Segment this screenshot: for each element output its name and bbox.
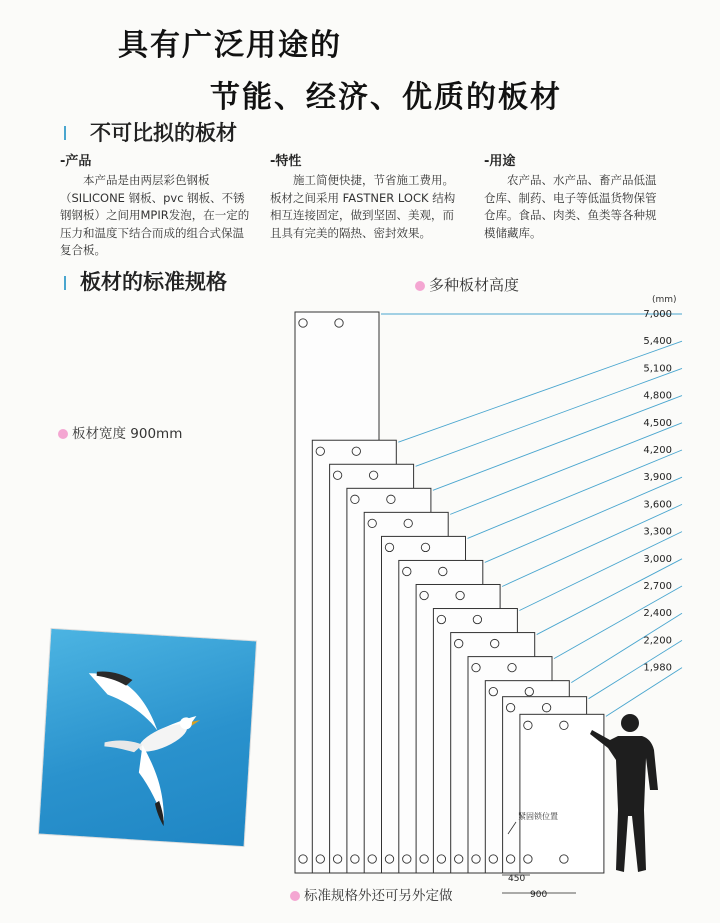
section-title-incomparable: 不可比拟的板材 <box>90 120 237 145</box>
height-label: 4,800 <box>643 390 672 402</box>
column-product <box>60 150 250 260</box>
height-label: 5,400 <box>643 336 672 348</box>
height-leader-line <box>398 341 682 442</box>
footer-note-text: 标准规格外还可另外定做 <box>304 888 453 904</box>
column-heading: -特性 <box>270 154 302 169</box>
column-text: 农产品、水产品、畜产品低温仓库、制药、电子等低温货物保管仓库。食品、肉类、鱼类等各种规模储藏库。 <box>484 173 657 240</box>
section-marker <box>64 126 66 140</box>
height-leader-line <box>537 559 682 635</box>
height-leader-line <box>554 586 682 659</box>
heights-title-text: 多种板材高度 <box>429 276 520 294</box>
panel-diagram <box>280 290 720 900</box>
height-label: 4,500 <box>643 417 672 429</box>
column-heading: -产品 <box>60 154 92 169</box>
column-heading: -用途 <box>484 154 516 169</box>
panel-outline <box>520 714 604 873</box>
height-leader-line <box>468 450 683 538</box>
height-label: 2,200 <box>643 635 672 647</box>
height-label-group <box>643 309 672 674</box>
height-leader-line <box>606 668 682 717</box>
height-label: 7,000 <box>643 309 672 320</box>
column-text: 施工简便快捷，节省施工费用。板材之间采用 FASTNER LOCK 结构相互连接固定，做到坚固、美观，而且具有完美的隔热、密封效果。 <box>270 173 456 240</box>
headline-line2: 节能、经济、优质的板材 <box>210 80 562 115</box>
width-label-text: 板材宽度 900mm <box>72 426 183 442</box>
seagull-icon <box>39 629 256 846</box>
height-leader-line <box>502 504 682 586</box>
height-label: 1,980 <box>643 662 672 674</box>
height-label: 4,200 <box>643 445 672 456</box>
height-label: 2,700 <box>643 581 672 592</box>
seagull-photo <box>39 629 256 846</box>
height-leader-line <box>416 368 682 466</box>
height-label: 3,300 <box>643 526 672 538</box>
height-label: 3,000 <box>643 553 672 565</box>
dim-450-label: 450 <box>508 874 526 884</box>
height-label: 2,400 <box>643 608 672 620</box>
column-text: 本产品是由两层彩色钢板（SILICONE 钢板、pvc 钢板、不锈钢钢板）之间用MPIR发泡，在一定的压力和温度下结合而成的组合式保温复合板。 <box>60 173 250 257</box>
bullet-dot <box>415 281 425 291</box>
height-label: 3,900 <box>643 472 672 484</box>
section-marker <box>64 276 66 290</box>
footer-note <box>290 884 453 904</box>
lock-position-label: 紧固锁位置 <box>518 812 558 821</box>
unit-label: (mm) <box>652 295 677 305</box>
section-title-standard-spec: 板材的标准规格 <box>80 269 227 294</box>
dim-900-label: 900 <box>530 890 548 900</box>
bullet-dot <box>290 891 300 901</box>
headline-line1: 具有广泛用途的 <box>118 28 342 63</box>
width-label <box>58 422 182 442</box>
height-label: 5,100 <box>643 363 672 375</box>
column-uses <box>484 150 664 242</box>
height-label: 3,600 <box>643 499 672 511</box>
column-features <box>270 150 460 242</box>
bullet-dot <box>58 429 68 439</box>
